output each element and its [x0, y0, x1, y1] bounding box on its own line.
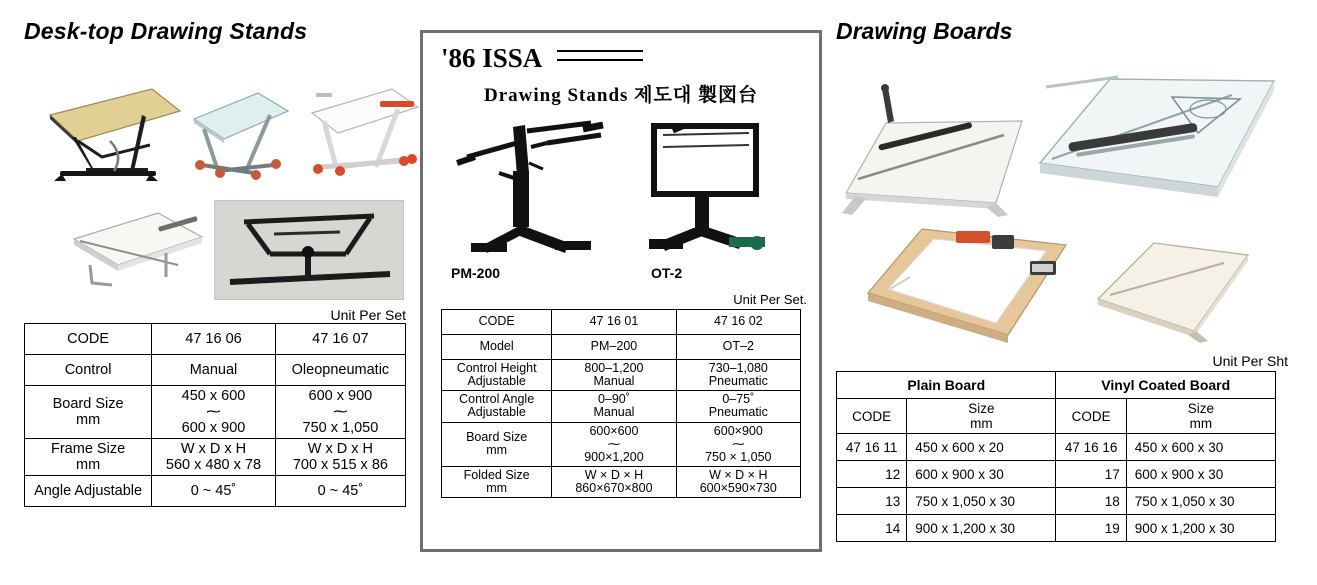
vinyl-code-2: 17	[1056, 461, 1126, 488]
issa-subtitle: Drawing Stands 제도대 製図台	[484, 85, 758, 106]
vinyl-size-4: 900 x 1,200 x 30	[1126, 515, 1275, 542]
table-subheader-row	[837, 399, 1276, 434]
group-header-vinyl-board: Vinyl Coated Board	[1056, 372, 1276, 399]
row-label-code: CODE	[25, 324, 152, 355]
group-header-plain-board: Plain Board	[837, 372, 1056, 399]
pm-200-label: PM-200	[451, 265, 501, 281]
desk-top-drawing-stands-section	[24, 18, 406, 507]
board-size-value-2: 600 x 900 ⁓ 750 x 1,050	[275, 386, 405, 439]
table-row	[25, 386, 406, 439]
control-height-value-2: 730–1,080 Pneumatic	[676, 360, 800, 391]
drawing-stand-photo-1	[32, 75, 182, 185]
left-unit-label: Unit Per Set	[330, 307, 406, 323]
frame-size-value-1: W x D x H 560 x 480 x 78	[152, 439, 276, 476]
drawing-board-photo-2	[1022, 67, 1288, 237]
row-label-angle: Angle Adjustable	[25, 476, 152, 507]
code-value-2: 47 16 02	[676, 310, 800, 335]
plain-size-4: 900 x 1,200 x 30	[907, 515, 1056, 542]
drawing-stand-photo-2	[184, 85, 294, 185]
subheader-code-2: CODE	[1056, 399, 1126, 434]
row-label-control-height: Control Height Adjustable	[442, 360, 552, 391]
plain-code-2: 12	[837, 461, 907, 488]
table-row	[442, 310, 801, 335]
vinyl-size-3: 750 x 1,050 x 30	[1126, 488, 1275, 515]
drawing-boards-table	[836, 371, 1276, 542]
drawing-board-photo-4	[66, 207, 206, 293]
subheader-size-1: Size mm	[907, 399, 1056, 434]
code-value-2: 47 16 07	[275, 324, 405, 355]
table-row	[442, 335, 801, 360]
table-row	[25, 476, 406, 507]
page-title-right: Drawing Boards	[836, 18, 1013, 44]
table-row	[25, 355, 406, 386]
row-label-folded-size: Folded Size mm	[442, 466, 552, 497]
drawing-board-photo-3	[860, 219, 1080, 349]
board-size-value-1: 600×600 ⁓ 900×1,200	[552, 422, 676, 466]
ot-2-label: OT-2	[651, 265, 683, 281]
subheader-size-2: Size mm	[1126, 399, 1275, 434]
table-row	[442, 360, 801, 391]
folded-size-value-2: W × D × H 600×590×730	[676, 466, 800, 497]
vinyl-code-1: 47 16 16	[1056, 434, 1126, 461]
control-value-1: Manual	[152, 355, 276, 386]
angle-value-2: 0 ~ 45˚	[275, 476, 405, 507]
table-row	[837, 488, 1276, 515]
table-row	[442, 391, 801, 422]
left-product-images	[24, 57, 406, 307]
vinyl-code-3: 18	[1056, 488, 1126, 515]
plain-code-4: 14	[837, 515, 907, 542]
board-size-value-1: 450 x 600 ⁓ 600 x 900	[152, 386, 276, 439]
row-label-board-size: Board Size mm	[442, 422, 552, 466]
plain-size-3: 750 x 1,050 x 30	[907, 488, 1056, 515]
table-row	[837, 434, 1276, 461]
drawing-board-photo-4	[1084, 235, 1260, 345]
desk-top-stands-table	[24, 323, 406, 507]
code-value-1: 47 16 01	[552, 310, 676, 335]
drawing-stand-photo-3	[306, 83, 424, 183]
plain-code-1: 47 16 11	[837, 434, 907, 461]
issa-heading: '86 ISSA	[441, 43, 543, 73]
issa-product-images	[423, 107, 819, 292]
table-row	[442, 422, 801, 466]
pm-200-illustration	[451, 113, 611, 263]
table-row	[837, 461, 1276, 488]
table-row	[25, 324, 406, 355]
double-rule-decoration	[557, 50, 643, 61]
row-label-board-size: Board Size mm	[25, 386, 152, 439]
row-label-model: Model	[442, 335, 552, 360]
right-unit-label: Unit Per Sht	[1212, 353, 1288, 369]
board-size-value-2: 600×900 ⁓ 750 × 1,050	[676, 422, 800, 466]
folded-size-value-1: W × D × H 860×670×800	[552, 466, 676, 497]
drawing-boards-section	[836, 18, 1288, 542]
table-row	[837, 515, 1276, 542]
control-angle-value-2: 0–75˚ Pneumatic	[676, 391, 800, 422]
table-header-row	[837, 372, 1276, 399]
model-value-1: PM–200	[552, 335, 676, 360]
row-label-frame-size: Frame Size mm	[25, 439, 152, 476]
drawing-board-photo-1	[836, 83, 1046, 233]
vinyl-size-1: 450 x 600 x 30	[1126, 434, 1275, 461]
ot-2-illustration	[633, 113, 783, 263]
issa-stands-table	[441, 309, 801, 498]
frame-size-value-2: W x D x H 700 x 515 x 86	[275, 439, 405, 476]
issa-catalog-box	[420, 30, 822, 552]
table-row	[25, 439, 406, 476]
control-value-2: Oleopneumatic	[275, 355, 405, 386]
table-row	[442, 466, 801, 497]
right-product-images	[836, 53, 1288, 353]
row-label-control-angle: Control Angle Adjustable	[442, 391, 552, 422]
control-angle-value-1: 0–90˚ Manual	[552, 391, 676, 422]
row-label-code: CODE	[442, 310, 552, 335]
vinyl-size-2: 600 x 900 x 30	[1126, 461, 1275, 488]
model-value-2: OT–2	[676, 335, 800, 360]
plain-size-2: 600 x 900 x 30	[907, 461, 1056, 488]
control-height-value-1: 800–1,200 Manual	[552, 360, 676, 391]
angle-value-1: 0 ~ 45˚	[152, 476, 276, 507]
vinyl-code-4: 19	[1056, 515, 1126, 542]
page-title-left: Desk-top Drawing Stands	[24, 18, 308, 44]
plain-code-3: 13	[837, 488, 907, 515]
drawing-stand-photo-5	[214, 200, 404, 300]
row-label-control: Control	[25, 355, 152, 386]
code-value-1: 47 16 06	[152, 324, 276, 355]
middle-unit-label: Unit Per Set.	[733, 292, 807, 307]
plain-size-1: 450 x 600 x 20	[907, 434, 1056, 461]
subheader-code-1: CODE	[837, 399, 907, 434]
